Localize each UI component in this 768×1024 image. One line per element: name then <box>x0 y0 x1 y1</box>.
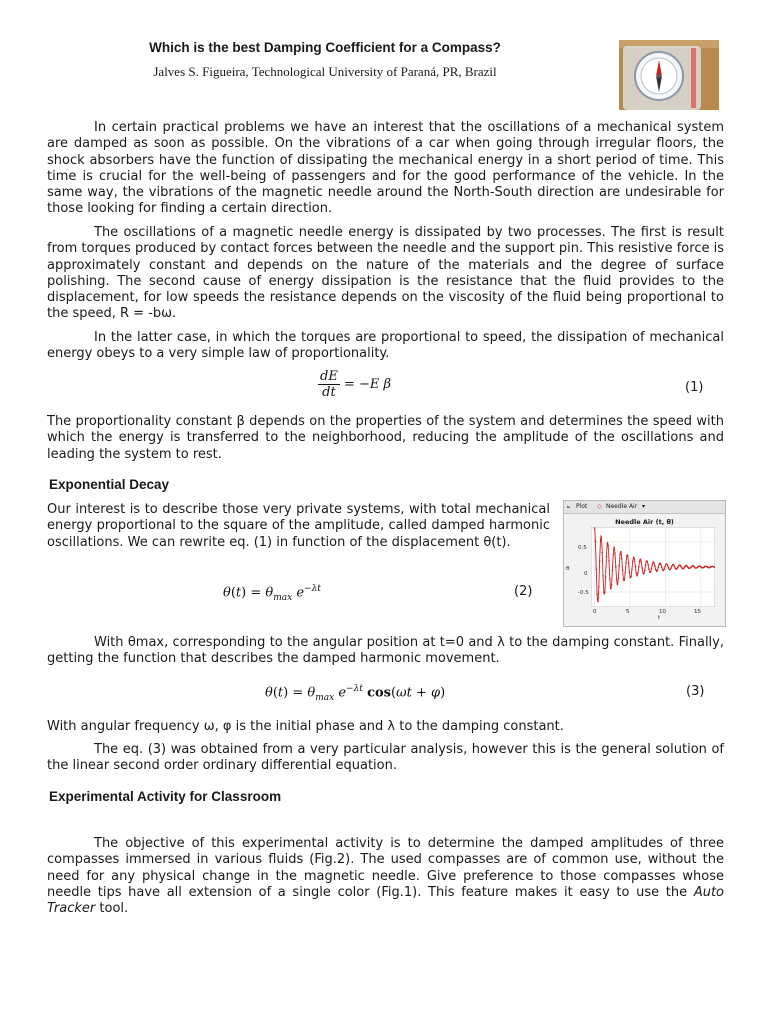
data-point <box>625 562 627 564</box>
plot-menu-label[interactable]: Plot <box>576 503 588 510</box>
data-point <box>628 562 630 564</box>
data-point <box>600 540 602 542</box>
author-line: Jalves S. Figueira, Technological University of Paraná, PR, Brazil <box>153 64 497 79</box>
data-point <box>640 559 642 561</box>
data-point <box>613 547 615 549</box>
data-point <box>648 568 650 570</box>
x-tick-label: 0 <box>593 609 597 615</box>
eq1-fraction <box>318 369 340 400</box>
data-point <box>643 573 645 575</box>
data-point <box>650 571 652 573</box>
data-point <box>651 568 653 570</box>
data-point <box>618 577 620 579</box>
data-point <box>607 545 609 547</box>
data-point <box>674 566 676 568</box>
data-point <box>655 569 657 571</box>
data-point <box>605 576 607 578</box>
x-tick-label: 5 <box>626 609 630 615</box>
data-point <box>618 565 620 567</box>
data-point <box>615 566 617 568</box>
data-point <box>611 584 613 586</box>
heading-exponential-decay: Exponential Decay <box>49 477 170 492</box>
data-point <box>595 540 597 542</box>
angular-frequency-paragraph: With angular frequency ω, φ is the initial phase and λ to the damping constant. <box>47 719 564 734</box>
y-tick-label: 0.5 <box>578 545 587 551</box>
data-point <box>627 555 629 557</box>
data-point <box>594 527 596 529</box>
data-point <box>647 564 649 566</box>
dissipation-paragraph: The oscillations of a magnetic needle energy is dissipated by two processes. The first is result from torques produced by contact forces between the needle and the support pin. This resistive force is approximately constant and depends on the nature of the materials and the degree of surface polishing. The second cause of energy dissipation is the resistance that the fluid provides to the displacement, for low speeds the resistance depends on the viscosity of the fluid being proportional to the speed, R = -bω. <box>47 225 724 322</box>
data-point <box>621 558 623 560</box>
data-point <box>620 551 622 553</box>
data-point <box>634 559 636 561</box>
chevron-down-icon[interactable]: ▾ <box>642 503 646 510</box>
data-point <box>663 568 665 570</box>
equation-3: $\theta(t) = \theta_{max}$ $e^{-\lambda t}$ cos(ωt + φ) <box>265 684 446 703</box>
data-point <box>608 560 610 562</box>
data-point <box>660 564 662 566</box>
data-point <box>631 569 633 571</box>
y-tick-label: -0.5 <box>578 590 589 596</box>
data-point <box>637 572 639 574</box>
data-point <box>624 572 626 574</box>
equation-3-number: (3) <box>686 684 705 699</box>
y-tick-label: 0 <box>584 571 588 577</box>
data-point <box>652 564 654 566</box>
intro-paragraph: In certain practical problems we have an interest that the oscillations of a mechanical system are damped as soon as possible. On the vibrations of a car when going through irregular floors, the shock absorbers have the function of dissipating the mechanical energy in a short period of time. This time is crucial for the well-being of passengers and for the good performance of the vehicle. In the same way, the vibrations of the magnetic needle around the North-South direction are undesirable for those looking for finding a certain direction. <box>47 120 724 217</box>
data-point <box>680 566 682 568</box>
data-point <box>657 569 659 571</box>
data-point <box>616 579 618 581</box>
x-axis-label: t <box>658 615 661 621</box>
data-point <box>619 554 621 556</box>
data-point <box>636 575 638 577</box>
data-point <box>667 565 669 567</box>
data-point <box>670 567 672 569</box>
data-point <box>607 543 609 545</box>
data-point <box>624 579 626 581</box>
equation-1-number: (1) <box>685 380 704 395</box>
data-point <box>599 560 601 562</box>
data-point <box>676 568 678 570</box>
data-point <box>612 569 614 571</box>
general-solution-paragraph: The eq. (3) was obtained from a very particular analysis, however this is the general solution of the linear second order ordinary differential equation. <box>47 742 724 774</box>
data-point <box>664 566 666 568</box>
data-point <box>622 569 624 571</box>
equation-1 <box>318 369 391 400</box>
equation-2: $\theta(t) = \theta_{max}$ $e^{-\lambda t}$ <box>223 584 321 603</box>
data-point <box>633 557 635 559</box>
activity-paragraph: The objective of this experimental activity is to determine the damped amplitudes of three compasses immersed in various fluids (Fig.2). The used compasses are of common use, without the need for any physical change in the magnetic needle. Give preference to those compasses whose needle tips have all extension of a single color (Fig.1). This feature makes it easy to use the Auto Tracker tool. <box>47 836 724 917</box>
data-point <box>604 592 606 594</box>
decay-paragraph: Our interest is to describe those very private systems, with total mechanical energy proportional to the square of the amplitude, called damped harmonic oscillations. We can rewrite eq. (1) in function of the displacement θ(t). <box>47 502 550 550</box>
x-tick-label: 10 <box>659 609 666 615</box>
data-point <box>654 565 656 567</box>
data-point <box>601 552 603 554</box>
equation-2-number: (2) <box>514 584 533 599</box>
auto-tracker-term: Auto Tracker <box>47 884 724 917</box>
data-point <box>614 552 616 554</box>
data-point <box>673 564 675 566</box>
data-point <box>646 560 648 562</box>
data-point <box>629 577 631 579</box>
data-point <box>596 594 598 596</box>
eq1-numerator: dE <box>320 369 338 384</box>
data-point <box>661 566 663 568</box>
data-point <box>630 575 632 577</box>
plot-area <box>591 527 715 607</box>
data-point <box>644 570 646 572</box>
data-point <box>653 562 655 564</box>
dataset-selector[interactable]: Needle Air <box>606 503 638 510</box>
data-point <box>641 562 643 564</box>
eq1-rhs: = −E β <box>343 377 392 392</box>
figure-toolbar <box>564 501 725 514</box>
data-point <box>666 563 668 565</box>
data-point <box>658 566 660 568</box>
data-point <box>606 556 608 558</box>
eq1-denominator: dt <box>322 385 336 400</box>
x-tick-label: 15 <box>694 609 701 615</box>
data-point <box>597 601 599 603</box>
data-point <box>609 578 611 580</box>
data-point <box>610 588 612 590</box>
damped-oscillation-figure <box>563 500 726 627</box>
data-point <box>635 572 637 574</box>
theta-max-paragraph: With θmax, corresponding to the angular position at t=0 and λ to the damping constant. Finally, getting the function that describes the damped harmonic movement. <box>47 635 724 667</box>
plot-icon: ⟀ <box>567 503 571 510</box>
plot-title: Needle Air (t, θ) <box>615 518 674 526</box>
data-point <box>635 565 637 567</box>
data-point <box>639 560 641 562</box>
compass-photo <box>619 40 719 110</box>
data-point <box>668 567 670 569</box>
data-point <box>595 568 597 570</box>
data-point <box>645 565 647 567</box>
data-point <box>601 536 603 538</box>
data-point <box>602 575 604 577</box>
data-point <box>677 566 679 568</box>
dataset-icon: ◇ <box>597 503 602 510</box>
data-point <box>632 561 634 563</box>
data-point <box>641 567 643 569</box>
beta-paragraph: The proportionality constant β depends on the properties of the system and determines the speed with which the energy is transferred to the neighborhood, reducing the amplitude of the oscillations and leading the system to rest. <box>47 414 724 462</box>
data-point <box>598 586 600 588</box>
data-point <box>669 569 671 571</box>
data-point <box>629 571 631 573</box>
data-point <box>617 584 619 586</box>
paper-title: Which is the best Damping Coefficient for a Compass? <box>149 40 501 55</box>
data-point <box>680 565 682 567</box>
data-point <box>612 554 614 556</box>
heading-experimental-activity: Experimental Activity for Classroom <box>49 789 282 804</box>
data-point <box>663 570 665 572</box>
proportionality-paragraph: In the latter case, in which the torques are proportional to speed, the dissipation of mechanical energy obeys to a very simple law of proportionality. <box>47 330 724 362</box>
data-point <box>638 566 640 568</box>
y-axis-label: θ <box>566 566 570 572</box>
